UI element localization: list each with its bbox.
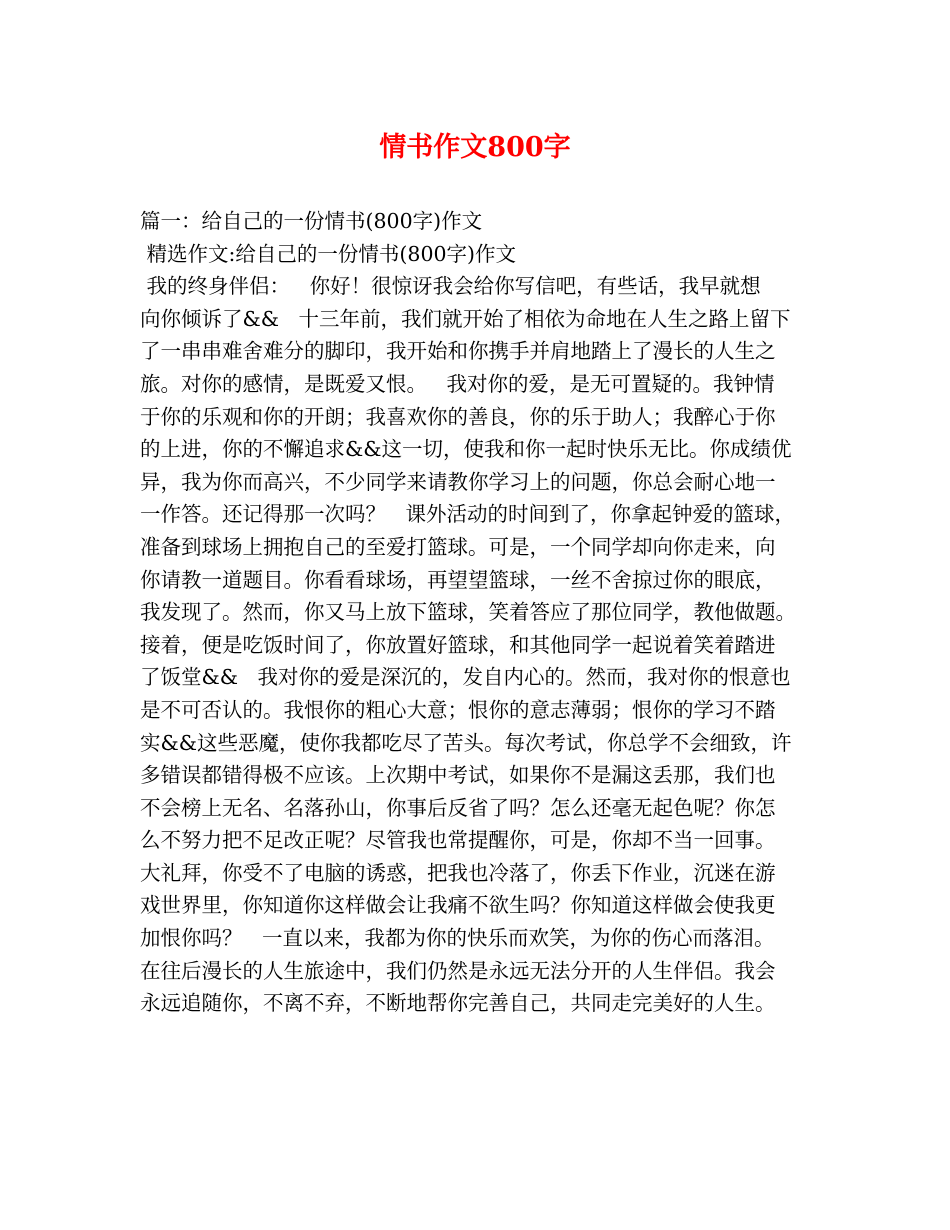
text-line: 旅。对你的感情，是既爱又恨。 我对你的爱，是无可置疑的。我钟情 [140,371,775,396]
text-line: 接着，便是吃饭时间了，你放置好篮球，和其他同学一起说着笑着踏进 [140,632,776,657]
text-line: 永远追随你，不离不弃，不断地帮你完善自己，共同走完美好的人生。 [140,991,776,1016]
text-line: 是不可否认的。我恨你的粗心大意；恨你的意志薄弱；恨你的学习不踏 [140,697,776,722]
text-line: 异，我为你而高兴，不少同学来请教你学习上的问题，你总会耐心地一 [140,469,776,494]
text-line: 了一串串难舍难分的脚印，我开始和你携手并肩地踏上了漫长的人生之 [140,339,776,364]
text-line: 大礼拜，你受不了电脑的诱惑，把我也冷落了，你丢下作业，沉迷在游 [140,860,776,885]
text-line: 一作答。还记得那一次吗？ 课外活动的时间到了，你拿起钟爱的篮球， [140,502,796,527]
text-line: 的上进，你的不懈追求&&这一切，使我和你一起时快乐无比。你成绩优 [140,437,792,462]
document-title: 情书作文800字 [379,132,571,163]
text-line: 篇一：给自己的一份情书(800字)作文 [140,209,483,233]
text-line: 不会榜上无名、名落孙山，你事后反省了吗？怎么还毫无起色呢？你怎 [140,795,776,820]
text-line: 了饭堂&& 我对你的爱是深沉的，发自内心的。然而，我对你的恨意也 [140,665,791,690]
text-line: 我发现了。然而，你又马上放下篮球，笑着答应了那位同学，教他做题。 [140,600,796,625]
document-body [140,205,830,1020]
text-line: 加恨你吗？ 一直以来，我都为你的快乐而欢笑，为你的伤心而落泪。 [140,926,775,951]
text-line: 多错误都错得极不应该。上次期中考试，如果你不是漏这丢那，我们也 [140,763,776,788]
text-line: 精选作文:给自己的一份情书(800字)作文 [140,241,517,266]
text-line: 实&&这些恶魔，使你我都吃尽了苦头。每次考试，你总学不会细致，许 [140,730,792,755]
text-line: 在往后漫长的人生旅途中，我们仍然是永远无法分开的人生伴侣。我会 [140,958,776,983]
text-line: 准备到球场上拥抱自己的至爱打篮球。可是，一个同学却向你走来，向 [140,534,776,559]
text-line: 于你的乐观和你的开朗；我喜欢你的善良，你的乐于助人；我醉心于你 [140,404,776,429]
text-line: 向你倾诉了&& 十三年前，我们就开始了相依为命地在人生之路上留下 [140,306,791,331]
text-line: 么不努力把不足改正呢？尽管我也常提醒你，可是，你却不当一回事。 [140,828,776,853]
text-line: 我的终身伴侣： 你好！很惊讶我会给你写信吧，有些话，我早就想 [140,274,761,299]
text-line: 戏世界里，你知道你这样做会让我痛不欲生吗？你知道这样做会使我更 [140,893,776,918]
text-line: 你请教一道题目。你看看球场，再望望篮球，一丝不舍掠过你的眼底， [140,567,776,592]
